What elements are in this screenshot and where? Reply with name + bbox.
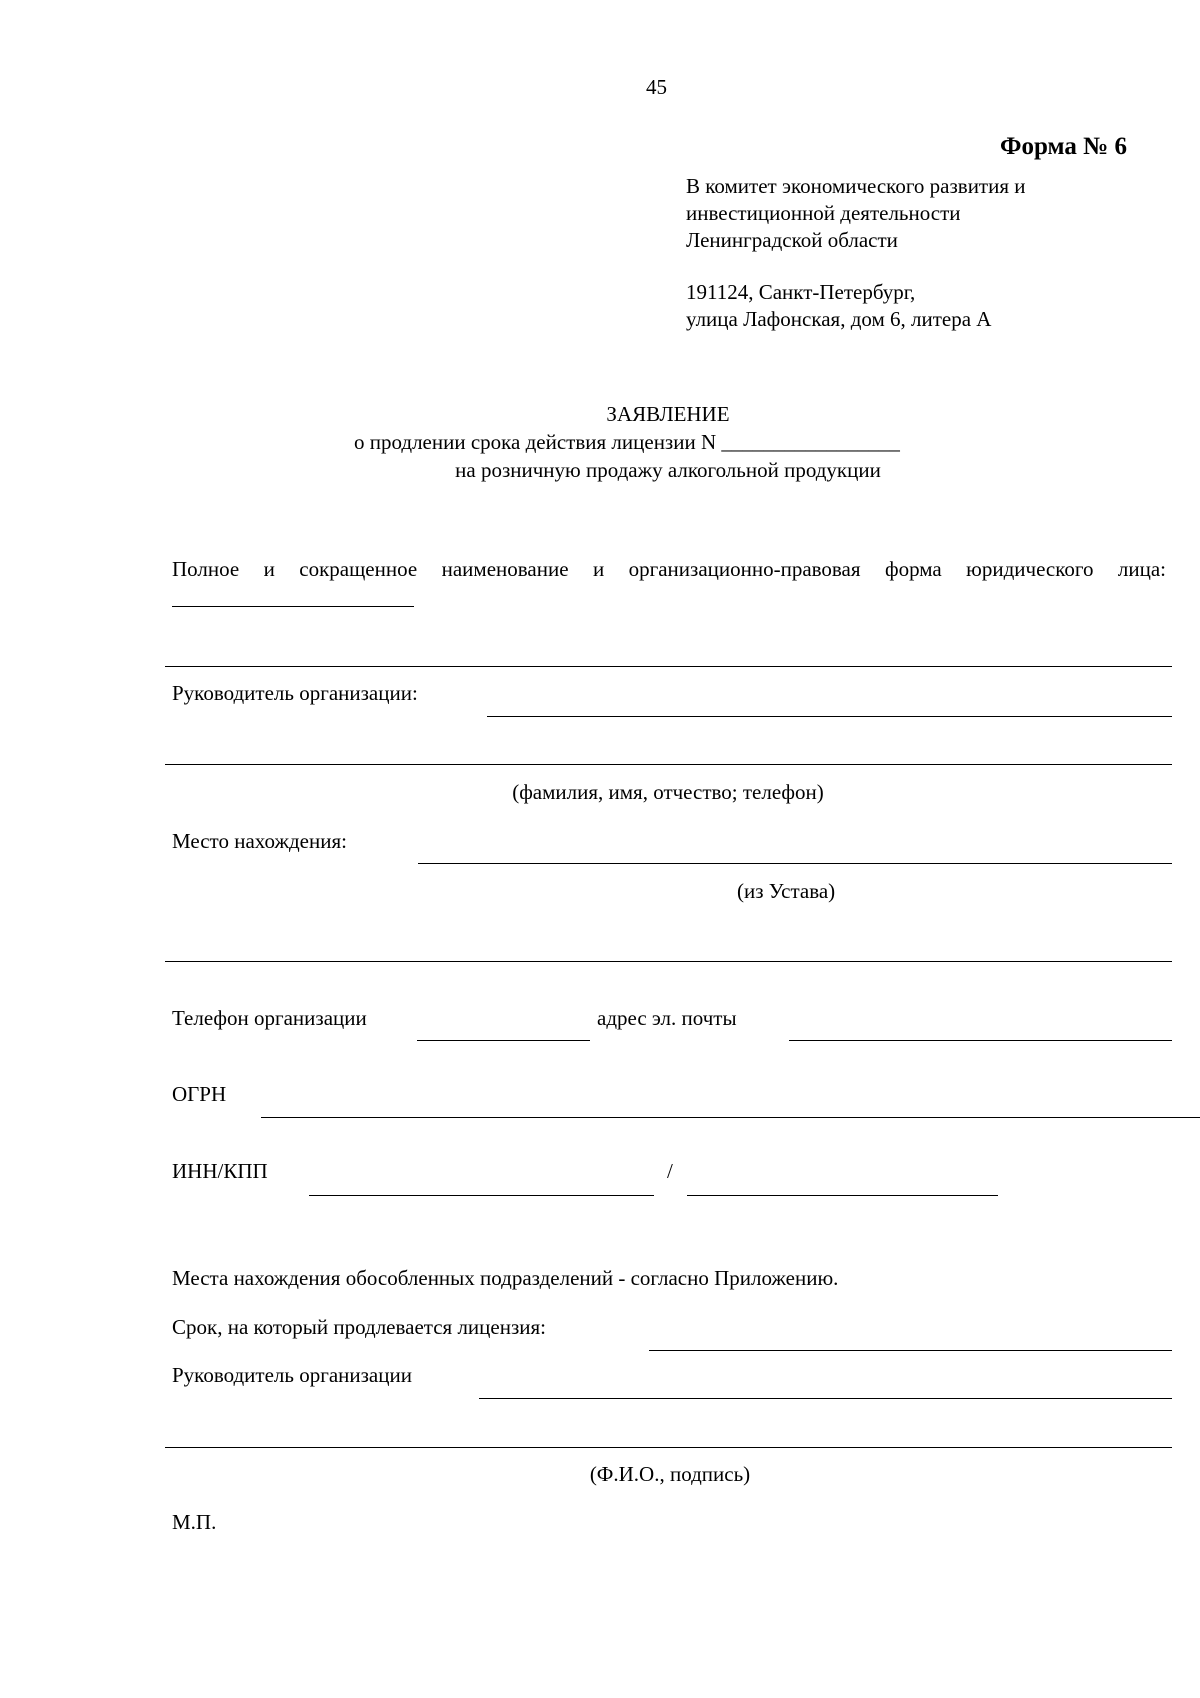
location-line-2[interactable] xyxy=(165,961,1172,962)
head-sign-label: Руководитель организации xyxy=(172,1363,412,1387)
inn-kpp-separator: / xyxy=(667,1159,673,1183)
addressee-line-2: инвестиционной деятельности xyxy=(686,201,961,225)
location-label: Место нахождения: xyxy=(172,829,347,853)
heading-subject-line: на розничную продажу алкогольной продукции xyxy=(455,458,881,482)
head-sign-line-1[interactable] xyxy=(479,1398,1172,1399)
location-hint: (из Устава) xyxy=(737,879,836,903)
ogrn-line[interactable] xyxy=(261,1117,1200,1118)
inn-kpp-label: ИНН/КПП xyxy=(172,1159,268,1183)
head-line-2[interactable] xyxy=(165,764,1172,765)
term-label: Срок, на который продлевается лицензия: xyxy=(172,1315,546,1339)
stamp-place: М.П. xyxy=(172,1510,217,1534)
location-line-1[interactable] xyxy=(418,863,1172,864)
heading-license-line: о продлении срока действия лицензии N _________________ xyxy=(354,430,900,454)
term-line[interactable] xyxy=(649,1350,1172,1351)
sign-hint: (Ф.И.О., подпись) xyxy=(589,1462,751,1486)
branches-text: Места нахождения обособленных подразделений - согласно Приложению. xyxy=(172,1266,839,1290)
kpp-line[interactable] xyxy=(687,1195,998,1196)
addressee-address-1: 191124, Санкт-Петербург, xyxy=(686,280,916,304)
document-heading: ЗАЯВЛЕНИЕ xyxy=(606,402,730,426)
head-label: Руководитель организации: xyxy=(172,681,418,705)
addressee-line-1: В комитет экономического развития и xyxy=(686,174,1026,198)
inn-line[interactable] xyxy=(309,1195,654,1196)
form-title: Форма № 6 xyxy=(1000,133,1127,160)
ogrn-label: ОГРН xyxy=(172,1082,227,1106)
addressee-address-2: улица Лафонская, дом 6, литера А xyxy=(686,307,992,331)
head-hint: (фамилия, имя, отчество; телефон) xyxy=(512,780,824,804)
phone-line[interactable] xyxy=(417,1040,590,1041)
head-sign-line-2[interactable] xyxy=(165,1447,1172,1448)
addressee-line-3: Ленинградской области xyxy=(686,228,898,252)
email-label: адрес эл. почты xyxy=(597,1006,737,1030)
page-number: 45 xyxy=(646,75,667,99)
head-line-1[interactable] xyxy=(487,716,1172,717)
full-name-line-1[interactable] xyxy=(172,606,414,607)
full-name-line-2[interactable] xyxy=(165,666,1172,667)
phone-label: Телефон организации xyxy=(172,1006,367,1030)
email-line[interactable] xyxy=(789,1040,1172,1041)
full-name-label: Полное и сокращенное наименование и организационно-правовая форма юридического лица: xyxy=(172,557,1166,581)
